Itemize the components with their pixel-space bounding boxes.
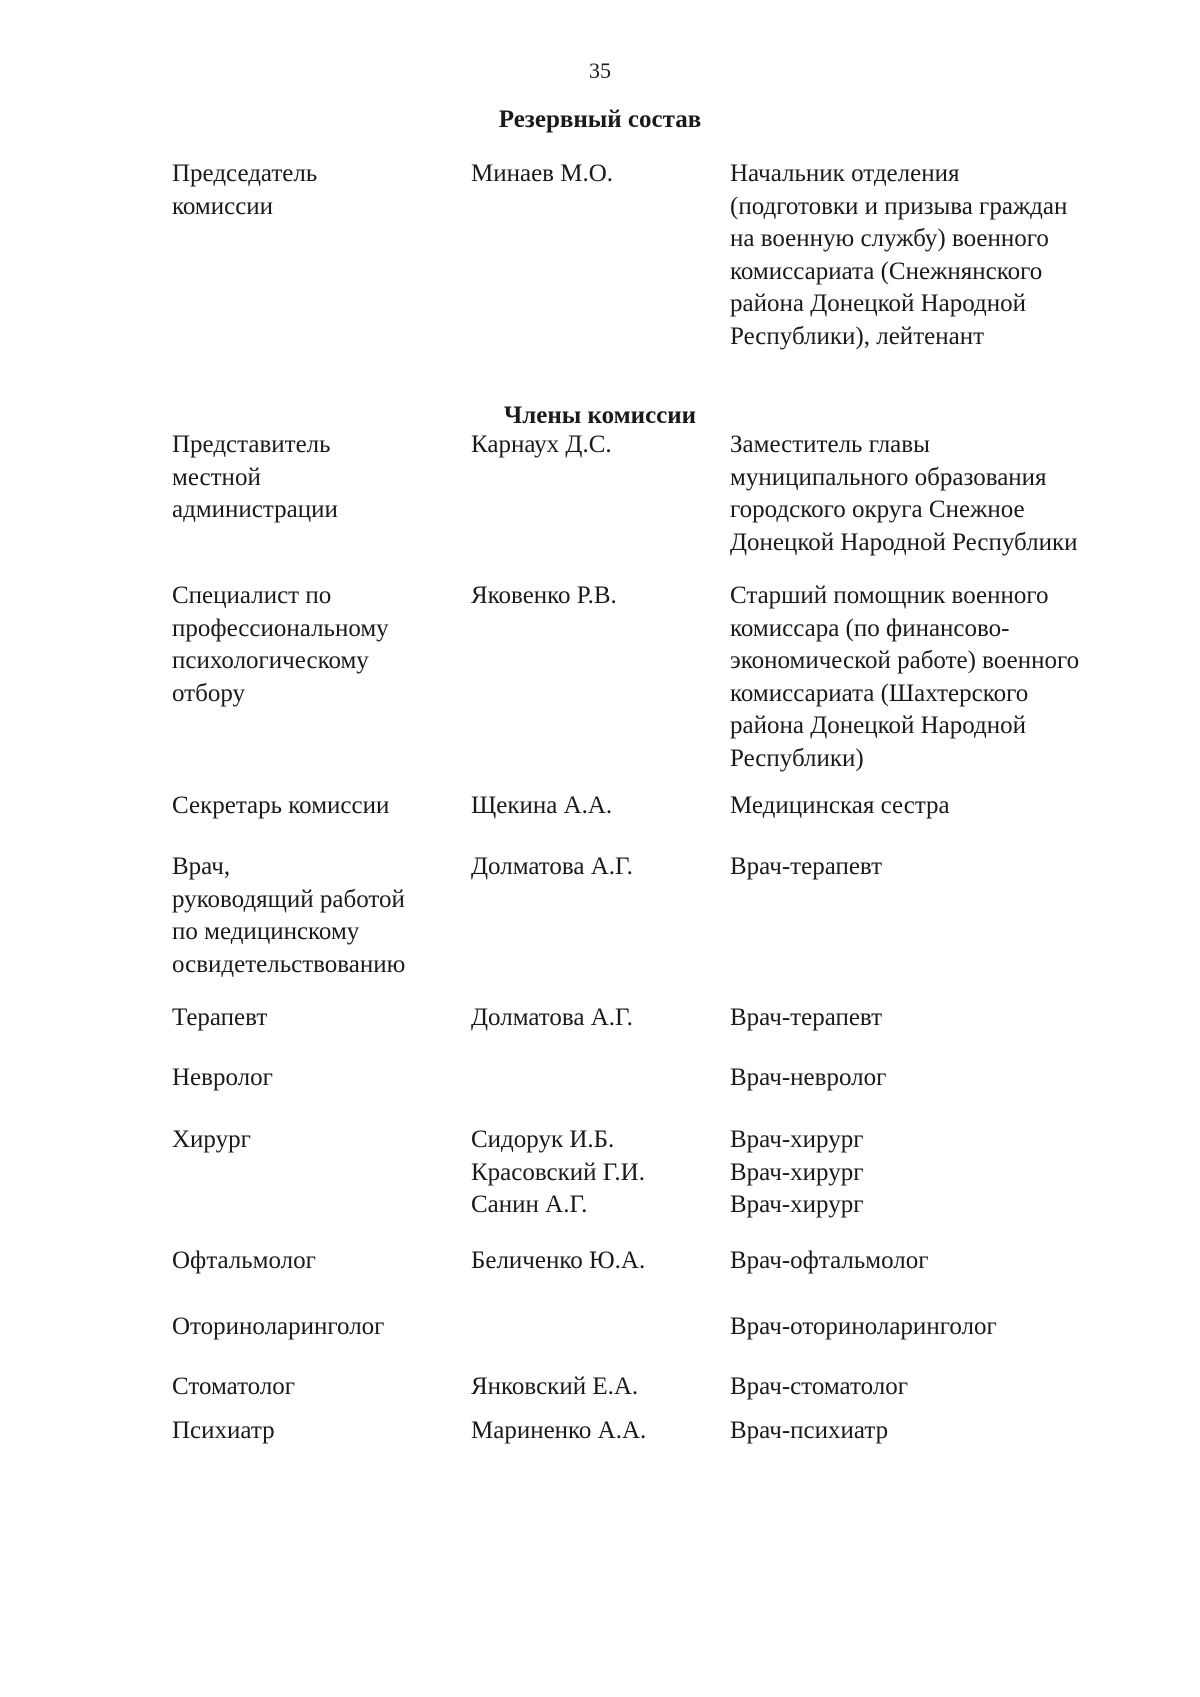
role-cell: Офтальмолог: [172, 1247, 316, 1274]
position-cell: Заместитель главы муниципального образования городского округа Снежное Донецкой Народной Республики: [730, 431, 1078, 556]
role-cell: Хирург: [172, 1126, 251, 1153]
name-cell: Долматова А.Г.: [471, 853, 633, 880]
position-cell: Врач-хирург Врач-хирург Врач-хирург: [730, 1126, 864, 1219]
position-cell: Врач-психиатр: [730, 1417, 889, 1444]
role-cell: Оториноларинголог: [172, 1313, 385, 1340]
name-cell: Минаев М.О.: [471, 160, 614, 187]
position-cell: Врач-офтальмолог: [730, 1247, 929, 1274]
position-cell: Врач-стоматолог: [730, 1373, 908, 1400]
role-cell: Терапевт: [172, 1004, 268, 1031]
position-cell: Начальник отделения (подготовки и призыва граждан на военную службу) военного комиссариата (Снежнянского района Донецкой Народной Республики), лейтенант: [730, 160, 1068, 350]
section-title-members: Члены комиссии: [503, 402, 697, 429]
name-cell: Яковенко Р.В.: [471, 582, 617, 609]
position-cell: Врач-терапевт: [730, 853, 883, 880]
name-cell: Беличенко Ю.А.: [471, 1247, 646, 1274]
name-cell: Сидорук И.Б. Красовский Г.И. Санин А.Г.: [471, 1126, 645, 1219]
role-cell: Представитель местной администрации: [172, 431, 338, 524]
page-number: 35: [589, 58, 611, 83]
role-cell: Специалист по профессиональному психологическому отбору: [172, 582, 389, 707]
position-cell: Врач-невролог: [730, 1064, 887, 1091]
role-cell: Стоматолог: [172, 1373, 296, 1400]
name-cell: Щекина А.А.: [471, 792, 613, 819]
role-cell: Психиатр: [172, 1417, 275, 1444]
position-cell: Старший помощник военного комиссара (по финансово- экономической работе) военного комиссариата (Шахтерского района Донецкой Народной Республики): [730, 582, 1080, 772]
section-title-reserve: Резервный состав: [498, 106, 702, 133]
name-cell: Карнаух Д.С.: [471, 431, 612, 458]
name-cell: Мариненко А.А.: [471, 1417, 647, 1444]
role-cell: Врач, руководящий работой по медицинскому освидетельствованию: [172, 853, 406, 978]
role-cell: Невролог: [172, 1064, 273, 1091]
role-cell: Секретарь комиссии: [172, 792, 390, 819]
position-cell: Врач-оториноларинголог: [730, 1313, 997, 1340]
position-cell: Врач-терапевт: [730, 1004, 883, 1031]
name-cell: Долматова А.Г.: [471, 1004, 633, 1031]
position-cell: Медицинская сестра: [730, 792, 950, 819]
role-cell: Председатель комиссии: [172, 160, 318, 220]
name-cell: Янковский Е.А.: [471, 1373, 639, 1400]
